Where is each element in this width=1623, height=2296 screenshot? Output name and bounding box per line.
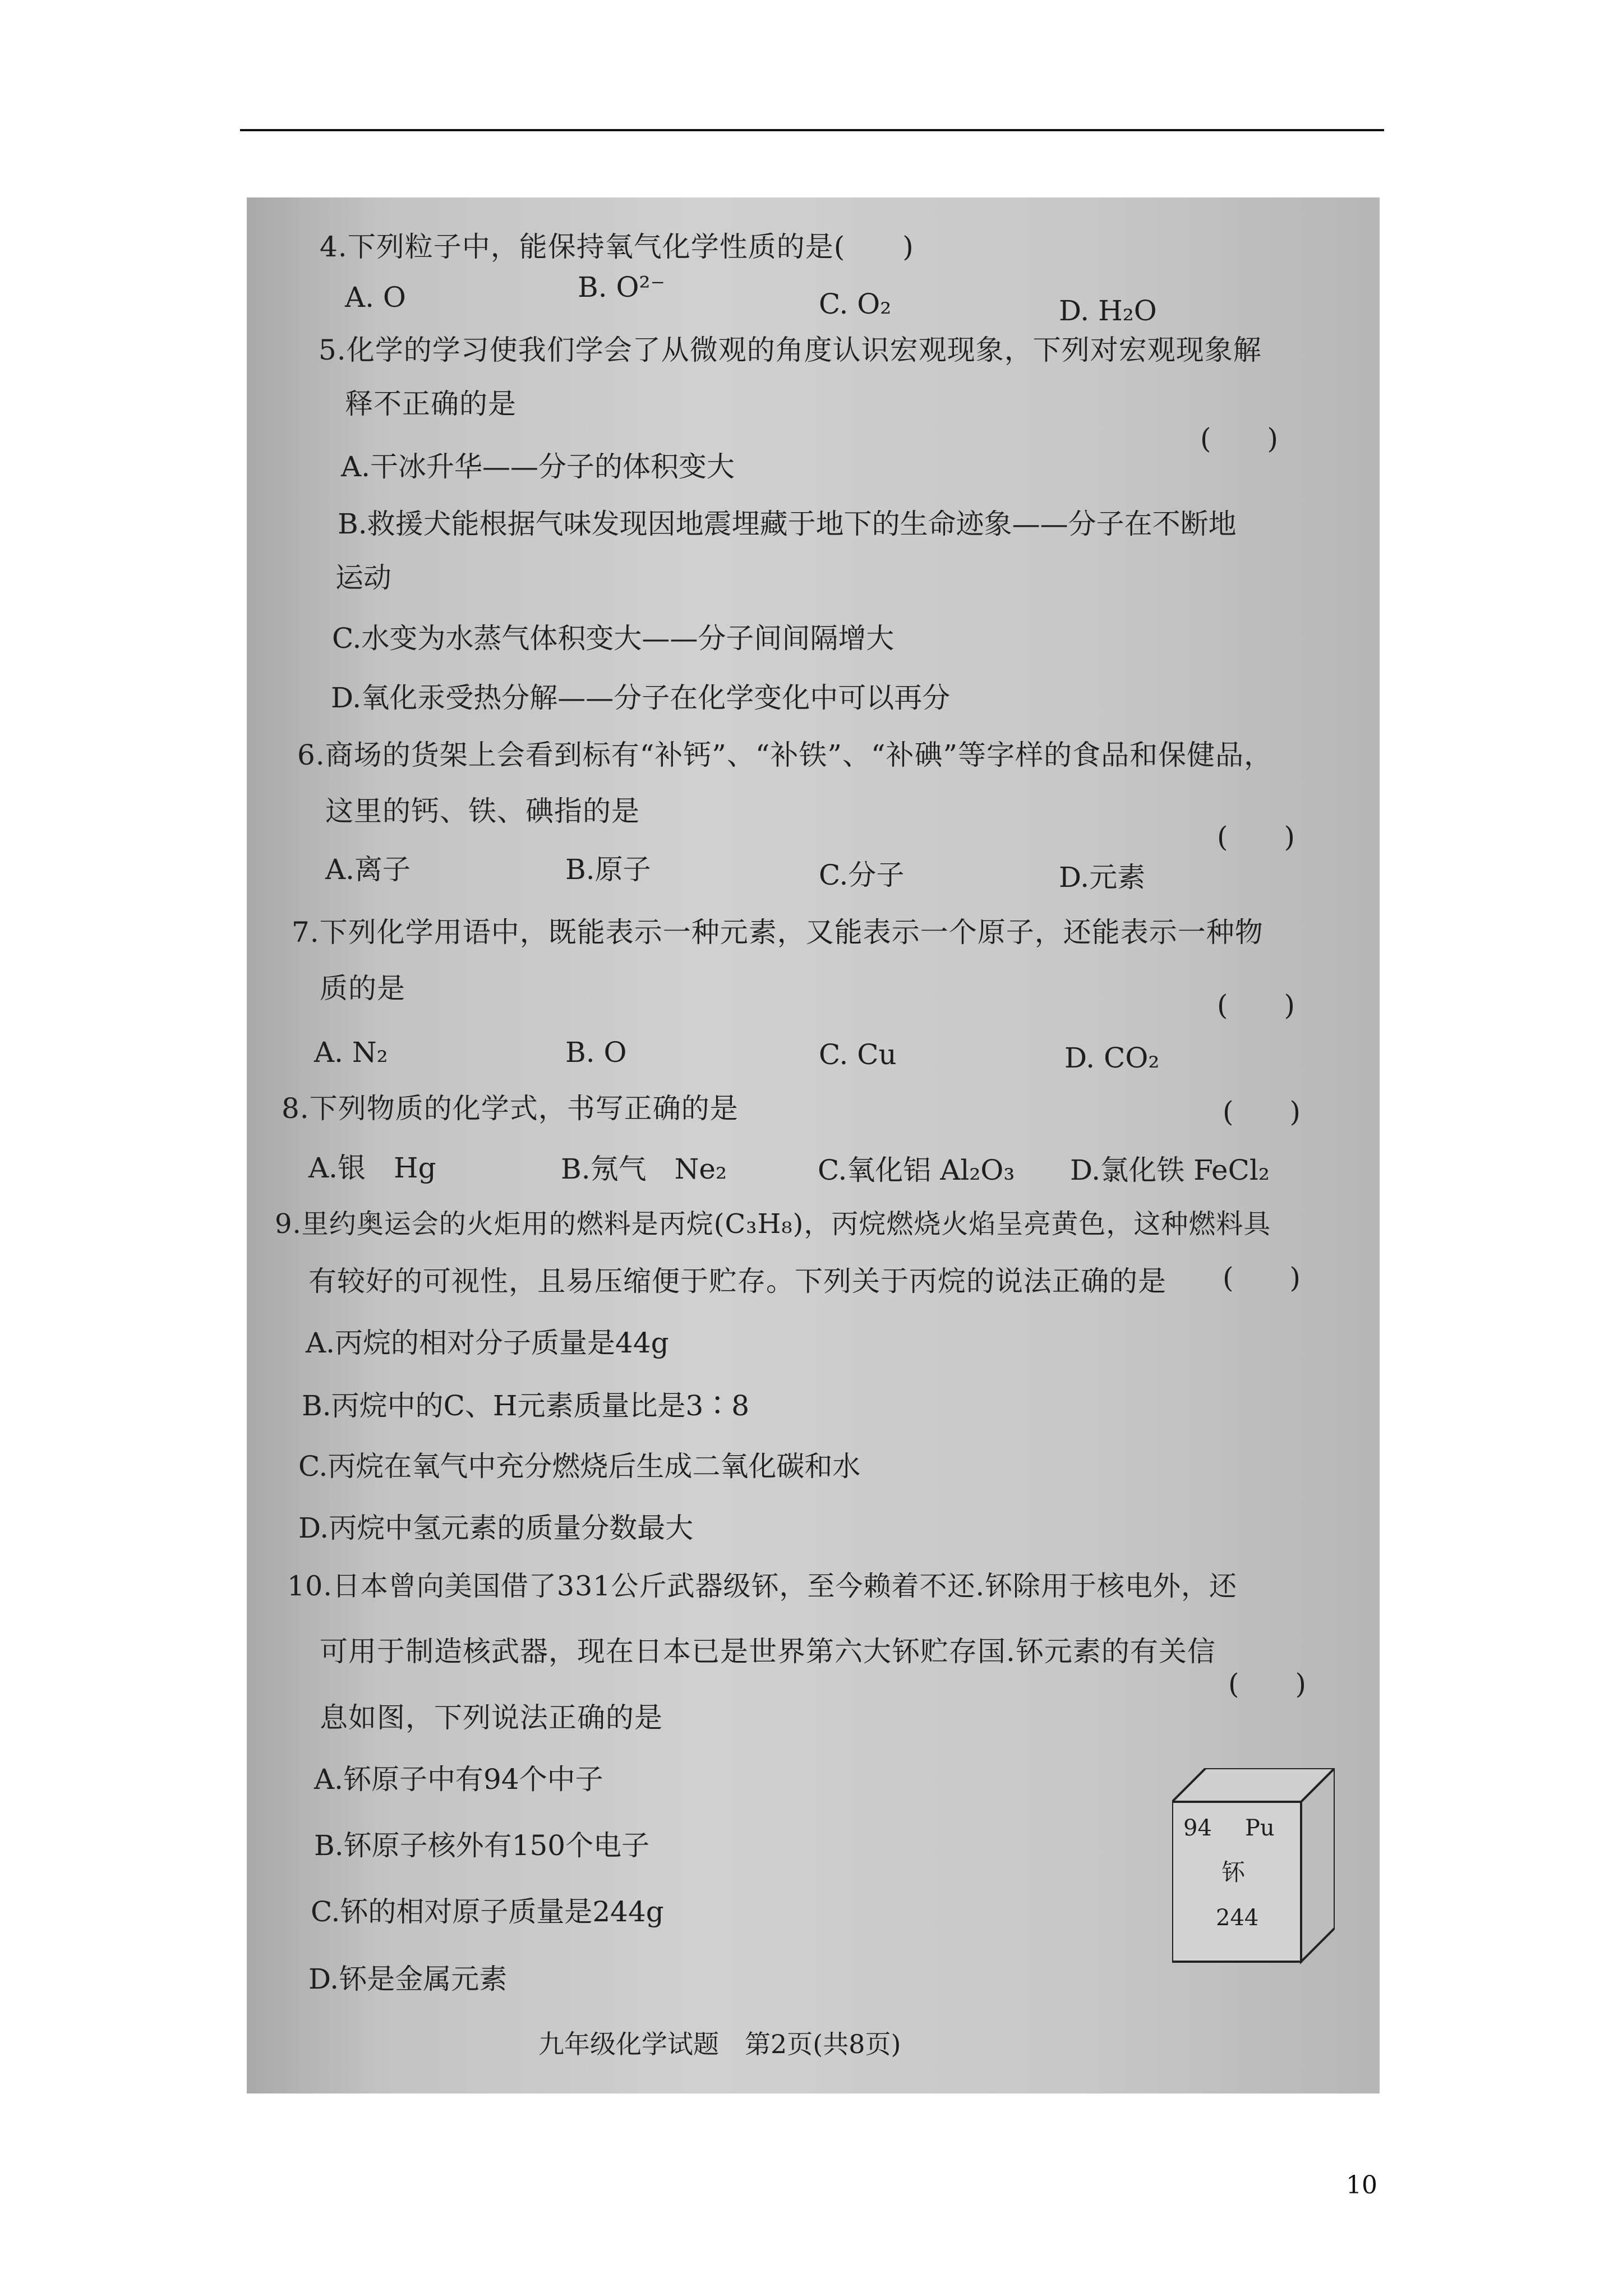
question-9-stem-line1: 9.里约奥运会的火炬用的燃料是丙烷(C₃H₈)，丙烷燃烧火焰呈亮黄色，这种燃料具 (275, 1208, 1271, 1240)
q10-answer-bracket: ( ) (1228, 1668, 1307, 1700)
question-9-stem-line2: 有较好的可视性，且易压缩便于贮存。下列关于丙烷的说法正确的是 (308, 1265, 1166, 1297)
question-6-stem-line1: 6.商场的货架上会看到标有“补钙”、“补铁”、“补碘”等字样的食品和保健品， (297, 739, 1273, 771)
exam-page-photo (247, 197, 1380, 2093)
element-atomic-mass: 244 (1216, 1905, 1259, 1931)
q6-option-b: B.原子 (565, 853, 651, 886)
question-7-stem-line2: 质的是 (320, 972, 405, 1005)
exam-footer: 九年级化学试题 第2页(共8页) (538, 2029, 901, 2059)
q10-option-a: A.钚原子中有94个中子 (314, 1763, 603, 1796)
q6-option-c: C.分子 (819, 859, 905, 891)
question-10-stem-line2: 可用于制造核武器，现在日本已是世界第六大钚贮存国.钚元素的有关信 (320, 1635, 1216, 1668)
element-card-box-icon (1172, 1768, 1335, 1964)
q7-option-a: A. N₂ (314, 1036, 388, 1069)
q6-answer-bracket: ( ) (1217, 821, 1295, 853)
question-6-stem-line2: 这里的钙、铁、碘指的是 (325, 795, 640, 827)
q8-option-c: C.氧化铝 Al₂O₃ (818, 1154, 1015, 1186)
q7-option-c: C. Cu (819, 1038, 897, 1071)
question-10-stem-line3: 息如图，下列说法正确的是 (320, 1701, 663, 1734)
q10-option-d: D.钚是金属元素 (308, 1963, 508, 1995)
question-7-stem-line1: 7.下列化学用语中，既能表示一种元素，又能表示一个原子，还能表示一种物 (292, 916, 1264, 949)
q8-option-b: B.氖气 Ne₂ (561, 1153, 727, 1185)
q9-option-a: A.丙烷的相对分子质量是44g (306, 1327, 669, 1359)
q6-option-a: A.离子 (325, 853, 411, 886)
q5-answer-bracket: ( ) (1200, 422, 1279, 455)
q5-option-a: A.干冰升华——分子的体积变大 (341, 450, 735, 483)
q9-option-d: D.丙烷中氢元素的质量分数最大 (298, 1512, 694, 1544)
top-rule (240, 129, 1384, 131)
element-atomic-number: 94 (1183, 1815, 1212, 1841)
q10-option-b: B.钚原子核外有150个电子 (314, 1829, 650, 1862)
q5-option-d: D.氧化汞受热分解——分子在化学变化中可以再分 (331, 682, 951, 714)
q6-option-d: D.元素 (1059, 861, 1146, 894)
page-number: 10 (1346, 2171, 1377, 2200)
q9-option-c: C.丙烷在氧气中充分燃烧后生成二氧化碳和水 (298, 1450, 861, 1483)
q9-answer-bracket: ( ) (1223, 1262, 1301, 1294)
element-name: 钚 (1221, 1858, 1246, 1886)
question-8-stem: 8.下列物质的化学式，书写正确的是 (282, 1092, 739, 1125)
q5-option-b: B.救援犬能根据气味发现因地震埋藏于地下的生命迹象——分子在不断地 (338, 508, 1237, 540)
q7-answer-bracket: ( ) (1217, 989, 1295, 1022)
q4-option-b: B. O²⁻ (578, 271, 665, 303)
q9-option-b: B.丙烷中的C、H元素质量比是3∶8 (302, 1389, 750, 1422)
q5-option-c: C.水变为水蒸气体积变大——分子间间隔增大 (332, 622, 895, 655)
q7-option-b: B. O (565, 1036, 627, 1069)
q7-option-d: D. CO₂ (1064, 1042, 1160, 1074)
question-5-stem-line1: 5.化学的学习使我们学会了从微观的角度认识宏观现象，下列对宏观现象解 (319, 334, 1262, 366)
q8-answer-bracket: ( ) (1223, 1096, 1301, 1128)
element-symbol: Pu (1245, 1815, 1275, 1841)
question-4-stem: 4.下列粒子中，能保持氧气化学性质的是( ) (320, 231, 914, 263)
q4-option-d: D. H₂O (1059, 295, 1157, 327)
q10-option-c: C.钚的相对原子质量是244g (311, 1895, 664, 1928)
q4-option-a: A. O (345, 281, 406, 314)
q4-option-c: C. O₂ (819, 288, 892, 320)
q8-option-a: A.银 Hg (308, 1152, 436, 1184)
plutonium-element-card (1172, 1768, 1335, 1964)
question-10-stem-line1: 10.日本曾向美国借了331公斤武器级钚，至今赖着不还.钚除用于核电外，还 (287, 1570, 1238, 1602)
q5-option-b-cont: 运动 (335, 562, 391, 594)
question-5-stem-line2: 释不正确的是 (345, 388, 517, 420)
q8-option-d: D.氯化铁 FeCl₂ (1070, 1154, 1270, 1186)
